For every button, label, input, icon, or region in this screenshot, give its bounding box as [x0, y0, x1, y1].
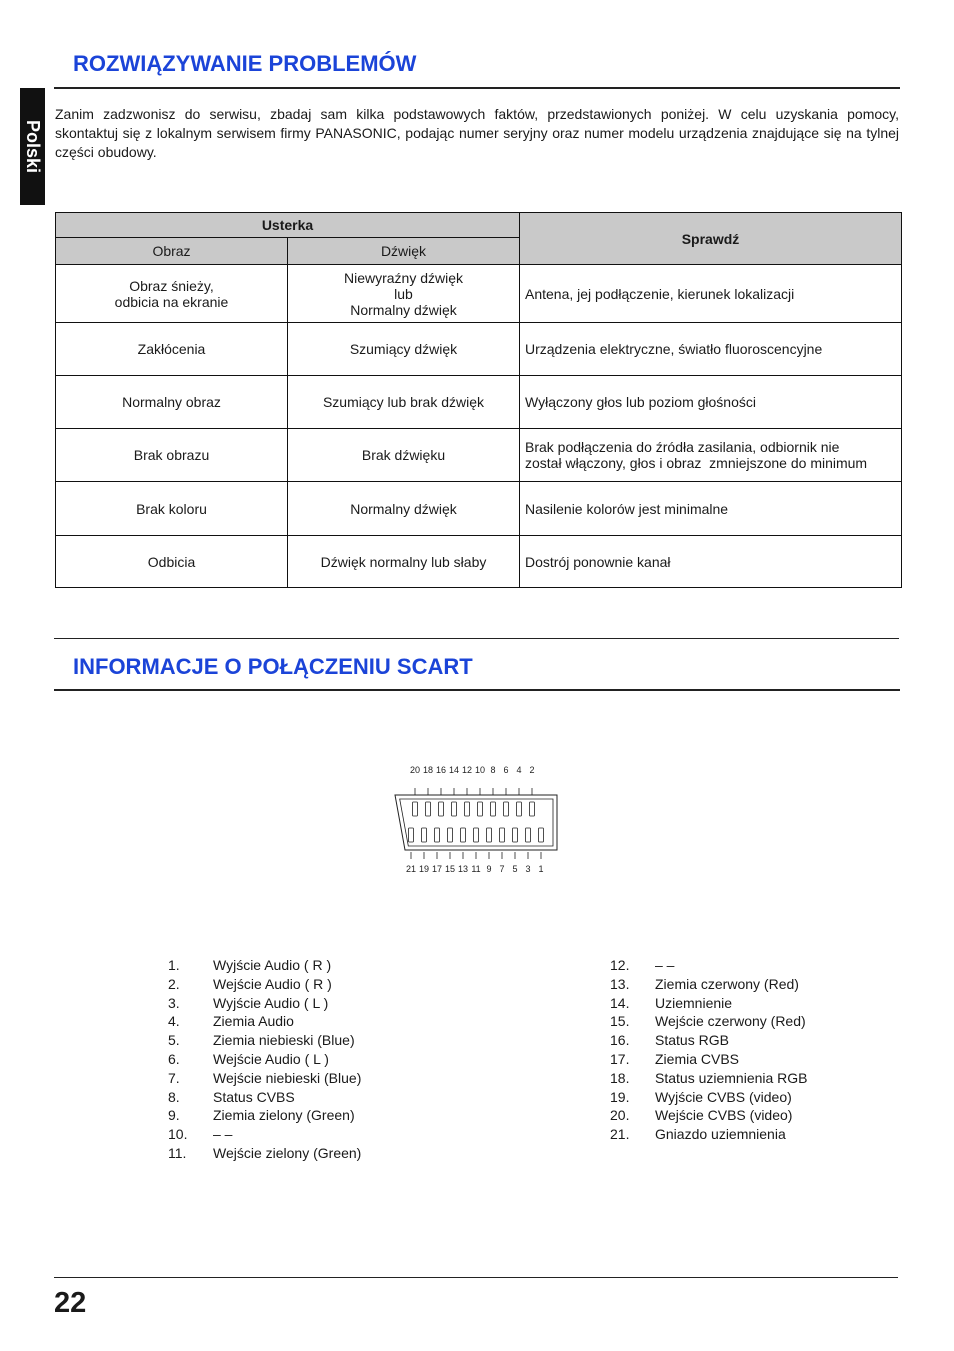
pin-label: Gniazdo uziemnienia — [655, 1126, 786, 1143]
language-side-tab-label: Polski — [23, 119, 43, 174]
scart-pin-number: 14 — [448, 765, 460, 775]
scart-pin-number: 9 — [486, 864, 492, 874]
pin-list-item — [168, 1144, 361, 1163]
scart-pin — [435, 828, 440, 842]
pin-label: Uziemnienie — [655, 994, 733, 1011]
pin-list-item — [610, 1069, 808, 1088]
scart-pin-number: 16 — [435, 765, 447, 775]
scart-pin — [465, 802, 470, 816]
pin-list-item — [168, 1106, 361, 1125]
cell-check: Wyłączony głos lub poziom głośności — [520, 376, 902, 429]
scart-pin-number: 13 — [457, 864, 469, 874]
cell-picture: Obraz śnieży, odbicia na ekranie — [56, 265, 288, 323]
pin-label: Status uziemnienia RGB — [655, 1069, 808, 1086]
pin-number: 4. — [168, 1013, 180, 1030]
section-title-troubleshooting: ROZWIĄZYWANIE PROBLEMÓW — [73, 51, 417, 76]
scart-pin — [439, 802, 444, 816]
scart-pin-number: 1 — [538, 864, 544, 874]
scart-pin-number: 11 — [471, 864, 481, 874]
pin-label: Ziemia CVBS — [655, 1050, 740, 1067]
cell-check: Urządzenia elektryczne, światło fluoroscencyjne — [520, 323, 902, 376]
table-header-row — [56, 213, 902, 238]
pin-list-item — [610, 1050, 808, 1069]
pin-list-item — [610, 1106, 808, 1125]
cell-check: Dostrój ponownie kanał — [520, 536, 902, 588]
pin-number: 21. — [610, 1126, 630, 1143]
pin-list-item — [168, 1012, 361, 1031]
scart-pin-number: 4 — [516, 765, 522, 775]
intro-line: części obudowy. — [55, 144, 157, 160]
pin-label: Wejście czerwony (Red) — [655, 1013, 806, 1030]
table-row — [56, 376, 902, 429]
pin-label: Ziemia Audio — [213, 1013, 294, 1030]
cell-picture: Brak koloru — [56, 482, 288, 536]
intro-line: skontaktuj się z lokalnym serwisem firmy PANASONIC, podając numer seryjny oraz numer modelu urządzenia znajdujące się na tylnej — [55, 125, 899, 141]
cell-sound: Szumiący dźwięk — [288, 323, 520, 376]
table-row — [56, 536, 902, 588]
cell-check: Antena, jej podłączenie, kierunek lokalizacji — [520, 265, 902, 323]
language-side-tab — [20, 88, 45, 205]
pin-list-item — [168, 956, 361, 975]
pin-list-right — [610, 956, 808, 1144]
pin-number: 2. — [168, 975, 180, 992]
scart-pin — [426, 802, 431, 816]
table-row — [56, 429, 902, 482]
scart-pin-number: 18 — [422, 765, 434, 775]
scart-pin — [526, 828, 531, 842]
pin-number: 9. — [168, 1107, 180, 1124]
scart-pin-number: 20 — [409, 765, 421, 775]
pin-list-item — [610, 1031, 808, 1050]
scart-pin-number: 12 — [461, 765, 473, 775]
scart-pin-number: 21 — [405, 864, 417, 874]
pin-label: – – — [213, 1126, 233, 1143]
scart-pin — [504, 802, 509, 816]
scart-pin-number: 7 — [499, 864, 505, 874]
pin-label: Wejście niebieski (Blue) — [213, 1069, 362, 1086]
scart-pin — [491, 802, 496, 816]
scart-pin — [452, 802, 457, 816]
pin-list-item — [610, 975, 808, 994]
scart-pin-number: 19 — [418, 864, 430, 874]
table-header-fault: Usterka — [56, 213, 520, 238]
scart-connector-diagram — [390, 760, 565, 880]
scart-pin-number: 2 — [529, 765, 535, 775]
scart-pin — [409, 828, 414, 842]
pin-number: 17. — [610, 1050, 630, 1067]
pin-number: 16. — [610, 1032, 630, 1049]
pin-label: Wejście zielony (Green) — [213, 1144, 362, 1161]
pin-label: Ziemia niebieski (Blue) — [213, 1032, 355, 1049]
pin-list-item — [610, 994, 808, 1013]
pin-number: 7. — [168, 1069, 180, 1086]
scart-pin — [413, 802, 418, 816]
pin-number: 13. — [610, 975, 630, 992]
table-row — [56, 482, 902, 536]
pin-list-left — [168, 956, 361, 1163]
pin-list-item — [610, 1088, 808, 1107]
title-rule — [54, 87, 900, 89]
pin-label: Ziemia czerwony (Red) — [655, 975, 799, 992]
table-header-picture: Obraz — [56, 238, 288, 265]
pin-number: 18. — [610, 1069, 630, 1086]
scart-pin — [513, 828, 518, 842]
scart-pin — [500, 828, 505, 842]
intro-line: Zanim zadzwonisz do serwisu, zbadaj sam kilka podstawowych faktów, przedstawionych poniżej. W celu uzyskania pomocy, — [55, 106, 899, 122]
pin-label: Wejście Audio ( L ) — [213, 1050, 329, 1067]
cell-sound: Szumiący lub brak dźwięk — [288, 376, 520, 429]
pin-list-item — [610, 956, 808, 975]
pin-label: Ziemia zielony (Green) — [213, 1107, 355, 1124]
intro-paragraph — [55, 105, 899, 162]
title-rule — [54, 689, 900, 691]
section-divider — [54, 638, 899, 639]
pin-number: 15. — [610, 1013, 630, 1030]
pin-number: 12. — [610, 957, 630, 973]
pin-label: Status CVBS — [213, 1088, 295, 1105]
pin-list-item — [610, 1012, 808, 1031]
pin-list-item — [168, 1125, 361, 1144]
scart-pin — [539, 828, 544, 842]
pin-list-item — [168, 1088, 361, 1107]
table-row — [56, 323, 902, 376]
page-number: 22 — [54, 1287, 87, 1319]
table-row — [56, 265, 902, 323]
scart-pin-number: 5 — [512, 864, 518, 874]
scart-pin-number: 17 — [431, 864, 443, 874]
scart-pin — [478, 802, 483, 816]
cell-picture: Zakłócenia — [56, 323, 288, 376]
pin-label: Wyjście Audio ( L ) — [213, 994, 329, 1011]
scart-pin-number: 3 — [525, 864, 531, 874]
cell-picture: Odbicia — [56, 536, 288, 588]
pin-list-item — [168, 1050, 361, 1069]
pin-label: Wyjście Audio ( R ) — [213, 957, 332, 973]
section-title-scart: INFORMACJE O POŁĄCZENIU SCART — [73, 654, 473, 679]
pin-label: Wejście CVBS (video) — [655, 1107, 793, 1124]
pin-list-item — [168, 975, 361, 994]
pin-number: 14. — [610, 994, 630, 1011]
pin-label: Wejście Audio ( R ) — [213, 975, 332, 992]
pin-list-item — [168, 1069, 361, 1088]
pin-label: – – — [655, 957, 675, 973]
scart-pin — [517, 802, 522, 816]
pin-number: 5. — [168, 1032, 180, 1049]
pin-label: Status RGB — [655, 1032, 729, 1049]
cell-sound: Dźwięk normalny lub słaby — [288, 536, 520, 588]
scart-pin — [422, 828, 427, 842]
table-header-sound: Dźwięk — [288, 238, 520, 265]
cell-sound: Normalny dźwięk — [288, 482, 520, 536]
pin-label: Wyjście CVBS (video) — [655, 1088, 792, 1105]
table-header-check: Sprawdź — [520, 213, 902, 265]
pin-number: 20. — [610, 1107, 630, 1124]
pin-number: 3. — [168, 994, 180, 1011]
scart-pin — [474, 828, 479, 842]
pin-number: 10. — [168, 1126, 188, 1143]
scart-pin-number: 10 — [474, 765, 486, 775]
pin-number: 1. — [168, 957, 180, 973]
cell-picture: Normalny obraz — [56, 376, 288, 429]
scart-pin — [530, 802, 535, 816]
scart-pin — [448, 828, 453, 842]
footer-rule — [54, 1277, 898, 1278]
scart-pin-number: 6 — [503, 765, 509, 775]
cell-check: Brak podłączenia do źródła zasilania, odbiornik nie został włączony, głos i obraz zmniejszone do minimum — [520, 429, 902, 482]
pin-list-item — [168, 994, 361, 1013]
pin-number: 6. — [168, 1050, 180, 1067]
pin-number: 8. — [168, 1088, 180, 1105]
cell-check: Nasilenie kolorów jest minimalne — [520, 482, 902, 536]
cell-sound: Brak dźwięku — [288, 429, 520, 482]
cell-sound: Niewyraźny dźwięk lub Normalny dźwięk — [288, 265, 520, 323]
pin-number: 11. — [168, 1144, 187, 1161]
troubleshooting-table — [55, 212, 902, 588]
pin-list-item — [168, 1031, 361, 1050]
scart-pin — [487, 828, 492, 842]
scart-pin-number: 8 — [490, 765, 496, 775]
pin-number: 19. — [610, 1088, 630, 1105]
scart-pin-number: 15 — [444, 864, 456, 874]
pin-list-item — [610, 1125, 808, 1144]
scart-pin — [461, 828, 466, 842]
cell-picture: Brak obrazu — [56, 429, 288, 482]
